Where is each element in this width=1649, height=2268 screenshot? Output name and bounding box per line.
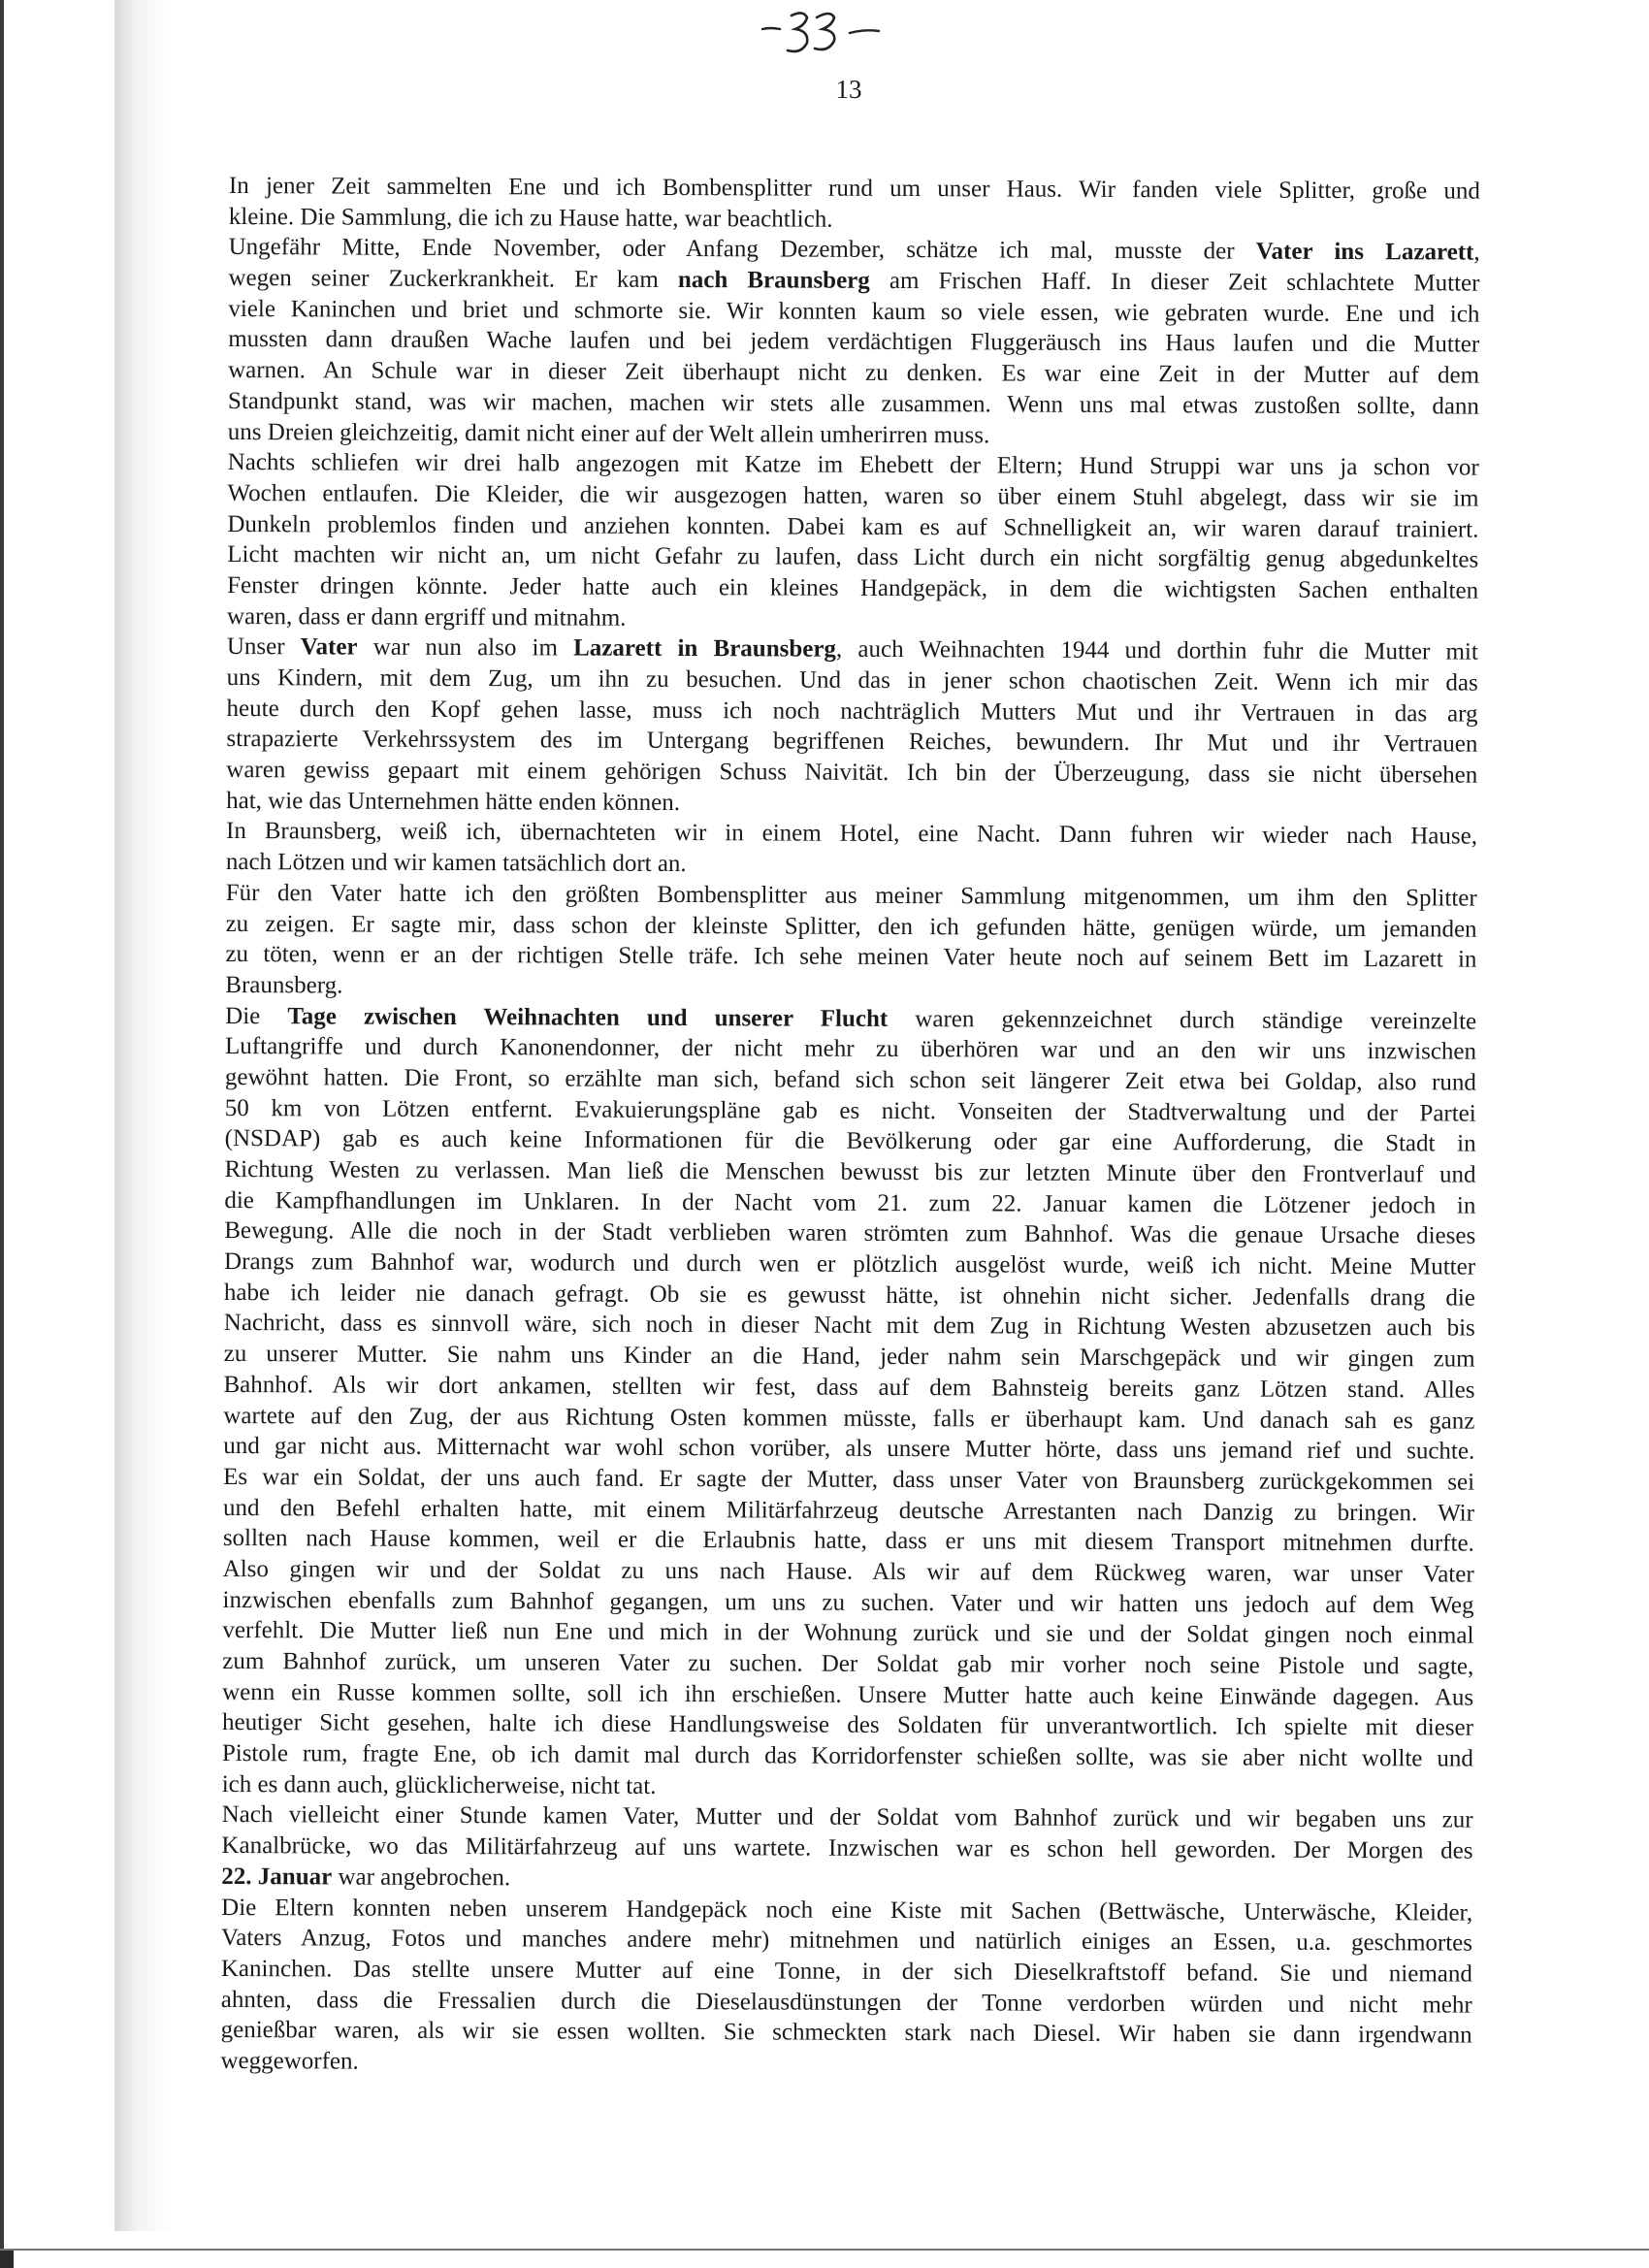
text-segment: Unser	[226, 633, 301, 661]
text-line: Nach vielleicht einer Stunde kamen Vater, Mutter und der Soldat vom Bahnhof zurück und wir begaben uns zur	[221, 1801, 1473, 1834]
document-body	[220, 171, 1480, 2082]
text-line: Nachricht, dass es sinnvoll wäre, sich noch in dieser Nacht mit dem Zug in Richtung Westen abzusetzen auch bis	[223, 1310, 1475, 1343]
text-segment: war angebrochen.	[332, 1863, 511, 1892]
text-line: weggeworfen.	[220, 2047, 359, 2075]
text-line: Fenster dringen könnte. Jeder hatte auch ein kleines Handgepäck, in dem die wichtigsten Sachen enthalten	[227, 571, 1479, 604]
text-line: und den Befehl erhalten hatte, mit einem Militärfahrzeug deutsche Arrestanten nach Danzig zu bringen. Wir	[222, 1494, 1475, 1527]
text-line: Braunsberg.	[225, 971, 343, 999]
text-line: Luftangriffe und durch Kanonendonner, der nicht mehr zu überhören war und an den wir uns inzwischen	[225, 1033, 1477, 1065]
text-line: heutiger Sicht gesehen, halte ich diese Handlungsweise des Soldaten für unverantwortlich. Ich spielte mit dieser	[221, 1709, 1474, 1741]
text-segment: , auch Weihnachten 1944 und dorthin fuhr die Mutter mit	[835, 636, 1478, 665]
bold-phrase: Tage zwischen Weihnachten und unserer Flucht	[287, 1002, 889, 1032]
text-line: Nachts schliefen wir drei halb angezogen mit Katze im Ehebett der Eltern; Hund Struppi war uns ja schon vor	[227, 449, 1479, 481]
text-segment: waren gekennzeichnet durch ständige vereinzelte	[888, 1005, 1477, 1035]
text-line	[221, 1862, 1472, 1897]
text-line: Standpunkt stand, was wir machen, machen wir stets alle zusammen. Wenn uns mal etwas zustoßen sollte, dann	[227, 387, 1480, 420]
scan-bottom-edge	[0, 2249, 1649, 2251]
text-line: Für den Vater hatte ich den größten Bombensplitter aus meiner Sammlung mitgenommen, um ihm den Splitter	[225, 879, 1477, 912]
text-line: hat, wie das Unternehmen hätte enden können.	[226, 787, 681, 816]
scan-left-edge	[0, 0, 4, 2268]
text-line: Drangs zum Bahnhof war, wodurch und durch wen er plötzlich ausgelöst wurde, weiß ich nicht. Meine Mutter	[224, 1248, 1476, 1280]
text-line: (NSDAP) gab es auch keine Informationen für die Bevölkerung oder gar eine Aufforderung, die Stadt in	[224, 1125, 1476, 1157]
text-line: In jener Zeit sammelten Ene und ich Bombensplitter rund um unser Haus. Wir fanden viele Splitter, große und	[228, 172, 1480, 205]
text-line: Also gingen wir und der Soldat zu uns nach Hause. Als wir auf dem Rückweg waren, war unser Vater	[222, 1555, 1474, 1588]
text-line: zu töten, wenn er an der richtigen Stelle träfe. Ich sehe meinen Vater heute noch auf seinem Bett im Lazarett in	[225, 941, 1477, 973]
text-line: zu zeigen. Er sagte mir, dass schon der kleinste Splitter, den ich gefunden hätte, genügen würde, um jemanden	[225, 910, 1477, 943]
text-line: ich es dann auch, glücklicherweise, nicht tat.	[221, 1770, 657, 1799]
text-line: strapazierte Verkehrssystem des im Untergang begriffenen Reiches, bewundern. Ihr Mut und ihr Vertrauen	[226, 726, 1478, 758]
text-line: Bahnhof. Als wir dort ankamen, stellten wir fest, dass auf dem Bahnsteig bereits ganz Lötzen stand. Alles	[223, 1371, 1475, 1404]
text-line: Kanalbrücke, wo das Militärfahrzeug auf uns wartete. Inzwischen war es schon hell geworden. Der Morgen des	[221, 1832, 1473, 1864]
text-line: genießbar waren, als wir sie essen wollten. Sie schmeckten stark nach Diesel. Wir haben sie dann irgendwann	[220, 2017, 1472, 2049]
text-line: In Braunsberg, weiß ich, übernachteten wir in einem Hotel, eine Nacht. Dann fuhren wir wieder nach Hause,	[225, 818, 1478, 851]
text-line: wartete auf den Zug, der aus Richtung Osten kommen müsste, falls er überhaupt kam. Und danach sah es ganz	[223, 1402, 1475, 1435]
text-line: 50 km von Lötzen entfernt. Evakuierungspläne gab es nicht. Vonseiten der Stadtverwaltung und der Partei	[224, 1094, 1476, 1127]
text-line: inzwischen ebenfalls zum Bahnhof gegangen, um uns zu suchen. Vater und wir hatten uns jedoch auf dem Weg	[222, 1586, 1474, 1619]
text-segment: am Frischen Haff. In dieser Zeit schlachtete Mutter	[869, 267, 1480, 297]
text-line: zum Bahnhof zurück, um unseren Vater zu suchen. Der Soldat gab mir vorher noch seine Pistole und sagte,	[222, 1647, 1474, 1680]
text-line: heute durch den Kopf gehen lasse, muss ich noch nachträglich Mutters Mut und ihr Vertrauen in das arg	[226, 695, 1478, 728]
text-line: sollten nach Hause kommen, weil er die Erlaubnis hatte, dass er uns mit diesem Transport mitnehmen durfte.	[222, 1525, 1474, 1557]
text-segment: ,	[1473, 239, 1480, 267]
text-line: kleine. Die Sammlung, die ich zu Hause hatte, war beachtlich.	[228, 203, 833, 233]
text-segment: wegen seiner Zuckerkrankheit. Er kam	[228, 265, 678, 294]
text-segment: Ungefähr Mitte, Ende November, oder Anfang Dezember, schätze ich mal, musste der	[228, 234, 1256, 265]
text-line: verfehlt. Die Mutter ließ nun Ene und mich in der Wohnung zurück und sie und der Soldat gingen noch einmal	[222, 1617, 1474, 1649]
text-segment: war nun also im	[357, 633, 574, 662]
text-line: gewöhnt hatten. Die Front, so erzählte man sich, befand sich schon seit längerer Zeit etwa bei Goldap, also rund	[224, 1063, 1476, 1096]
text-line: Pistole rum, fragte Ene, ob ich damit mal durch das Korridorfenster schießen sollte, was sie aber nicht wollte und	[221, 1740, 1473, 1772]
text-line: die Kampfhandlungen im Unklaren. In der Nacht vom 21. zum 22. Januar kamen die Lötzener jedoch in	[224, 1186, 1476, 1219]
text-line: Die Eltern konnten neben unserem Handgepäck noch eine Kiste mit Sachen (Bettwäsche, Unterwäsche, Kleider,	[221, 1894, 1473, 1927]
text-line: mussten dann draußen Wache laufen und bei jedem verdächtigen Fluggeräusch ins Haus laufen und die Mutter	[228, 326, 1480, 359]
text-line: zu unserer Mutter. Sie nahm uns Kinder an die Hand, jeder nahm sein Marschgepäck und wir gingen zum	[223, 1341, 1475, 1373]
bold-phrase: Vater ins Lazarett	[1255, 238, 1474, 266]
scan-corner	[0, 2251, 14, 2268]
text-line: warnen. An Schule war in dieser Zeit überhaupt nicht zu denken. Es war eine Zeit in der Mutter auf dem	[228, 357, 1480, 389]
scan-shadow	[114, 0, 173, 2231]
text-line: habe ich leider nie danach gefragt. Ob sie es gewusst hätte, ist ohnehin nicht sicher. Jedenfalls drang die	[223, 1279, 1476, 1312]
text-line: Bewegung. Alle die noch in der Stadt verblieben waren strömten zum Bahnhof. Was die genaue Ursache dieses	[224, 1217, 1476, 1249]
text-line: Kaninchen. Das stellte unsere Mutter auf eine Tonne, in der sich Dieselkraftstoff befand. Sie und niemand	[220, 1955, 1472, 1988]
handwritten-page-mark	[759, 4, 885, 58]
text-line: Wochen entlaufen. Die Kleider, die wir ausgezogen hatten, waren so über einem Stuhl abgelegt, dass wir sie im	[227, 479, 1479, 512]
text-line: uns Kindern, mit dem Zug, um ihn zu besuchen. Und das in jener schon chaotischen Zeit. Wenn ich mir das	[226, 664, 1478, 697]
page-number: 13	[835, 75, 862, 104]
text-line: Es war ein Soldat, der uns auch fand. Er sagte der Mutter, dass unser Vater von Braunsberg zurückgekommen sei	[223, 1463, 1475, 1496]
text-line	[228, 263, 1479, 299]
bold-phrase: 22. Januar	[221, 1863, 333, 1891]
text-line: waren, dass er dann ergriff und mitnahm.	[226, 602, 627, 632]
text-line: nach Lötzen und wir kamen tatsächlich dort an.	[225, 849, 687, 878]
text-line: wenn ein Russe kommen sollte, soll ich ihn erschießen. Unsere Mutter hatte auch keine Einwände dagegen. Aus	[222, 1678, 1474, 1711]
text-segment: Die	[225, 1002, 288, 1029]
text-line: waren gewiss gepaart mit einem gehörigen Schuss Naivität. Ich bin der Überzeugung, dass sie nicht übersehen	[226, 757, 1478, 789]
text-line: uns Dreien gleichzeitig, damit nicht einer auf der Welt allein umherirren muss.	[227, 418, 990, 448]
text-line: Richtung Westen zu verlassen. Man ließ die Menschen bewusst bis zur letzten Minute über den Frontverlauf und	[224, 1155, 1476, 1188]
text-line: Licht machten wir nicht an, um nicht Gefahr zu laufen, dass Licht durch ein nicht sorgfältig genug abgedunkeltes	[227, 541, 1479, 573]
text-line: und gar nicht aus. Mitternacht war wohl schon vorüber, als unsere Mutter hörte, dass uns jemand rief und suchte.	[223, 1433, 1475, 1465]
bold-phrase: nach Braunsberg	[677, 267, 870, 294]
text-line: ahnten, dass die Fressalien durch die Dieselausdünstungen der Tonne verdorben würden und nicht mehr	[220, 1986, 1472, 2019]
text-line: Vaters Anzug, Fotos und manches andere mehr) mitnehmen und natürlich einiges an Essen, u.a. geschmortes	[220, 1925, 1473, 1957]
text-line: Dunkeln problemlos finden und anziehen konnten. Dabei kam es auf Schnelligkeit an, wir waren darauf trainiert.	[227, 510, 1479, 543]
bold-phrase: Lazarett in Braunsberg	[573, 634, 837, 664]
bold-phrase: Vater	[300, 633, 358, 661]
text-line: viele Kaninchen und briet und schmorte sie. Wir konnten kaum so viele essen, wie gebraten wurde. Ene und ich	[228, 295, 1480, 328]
